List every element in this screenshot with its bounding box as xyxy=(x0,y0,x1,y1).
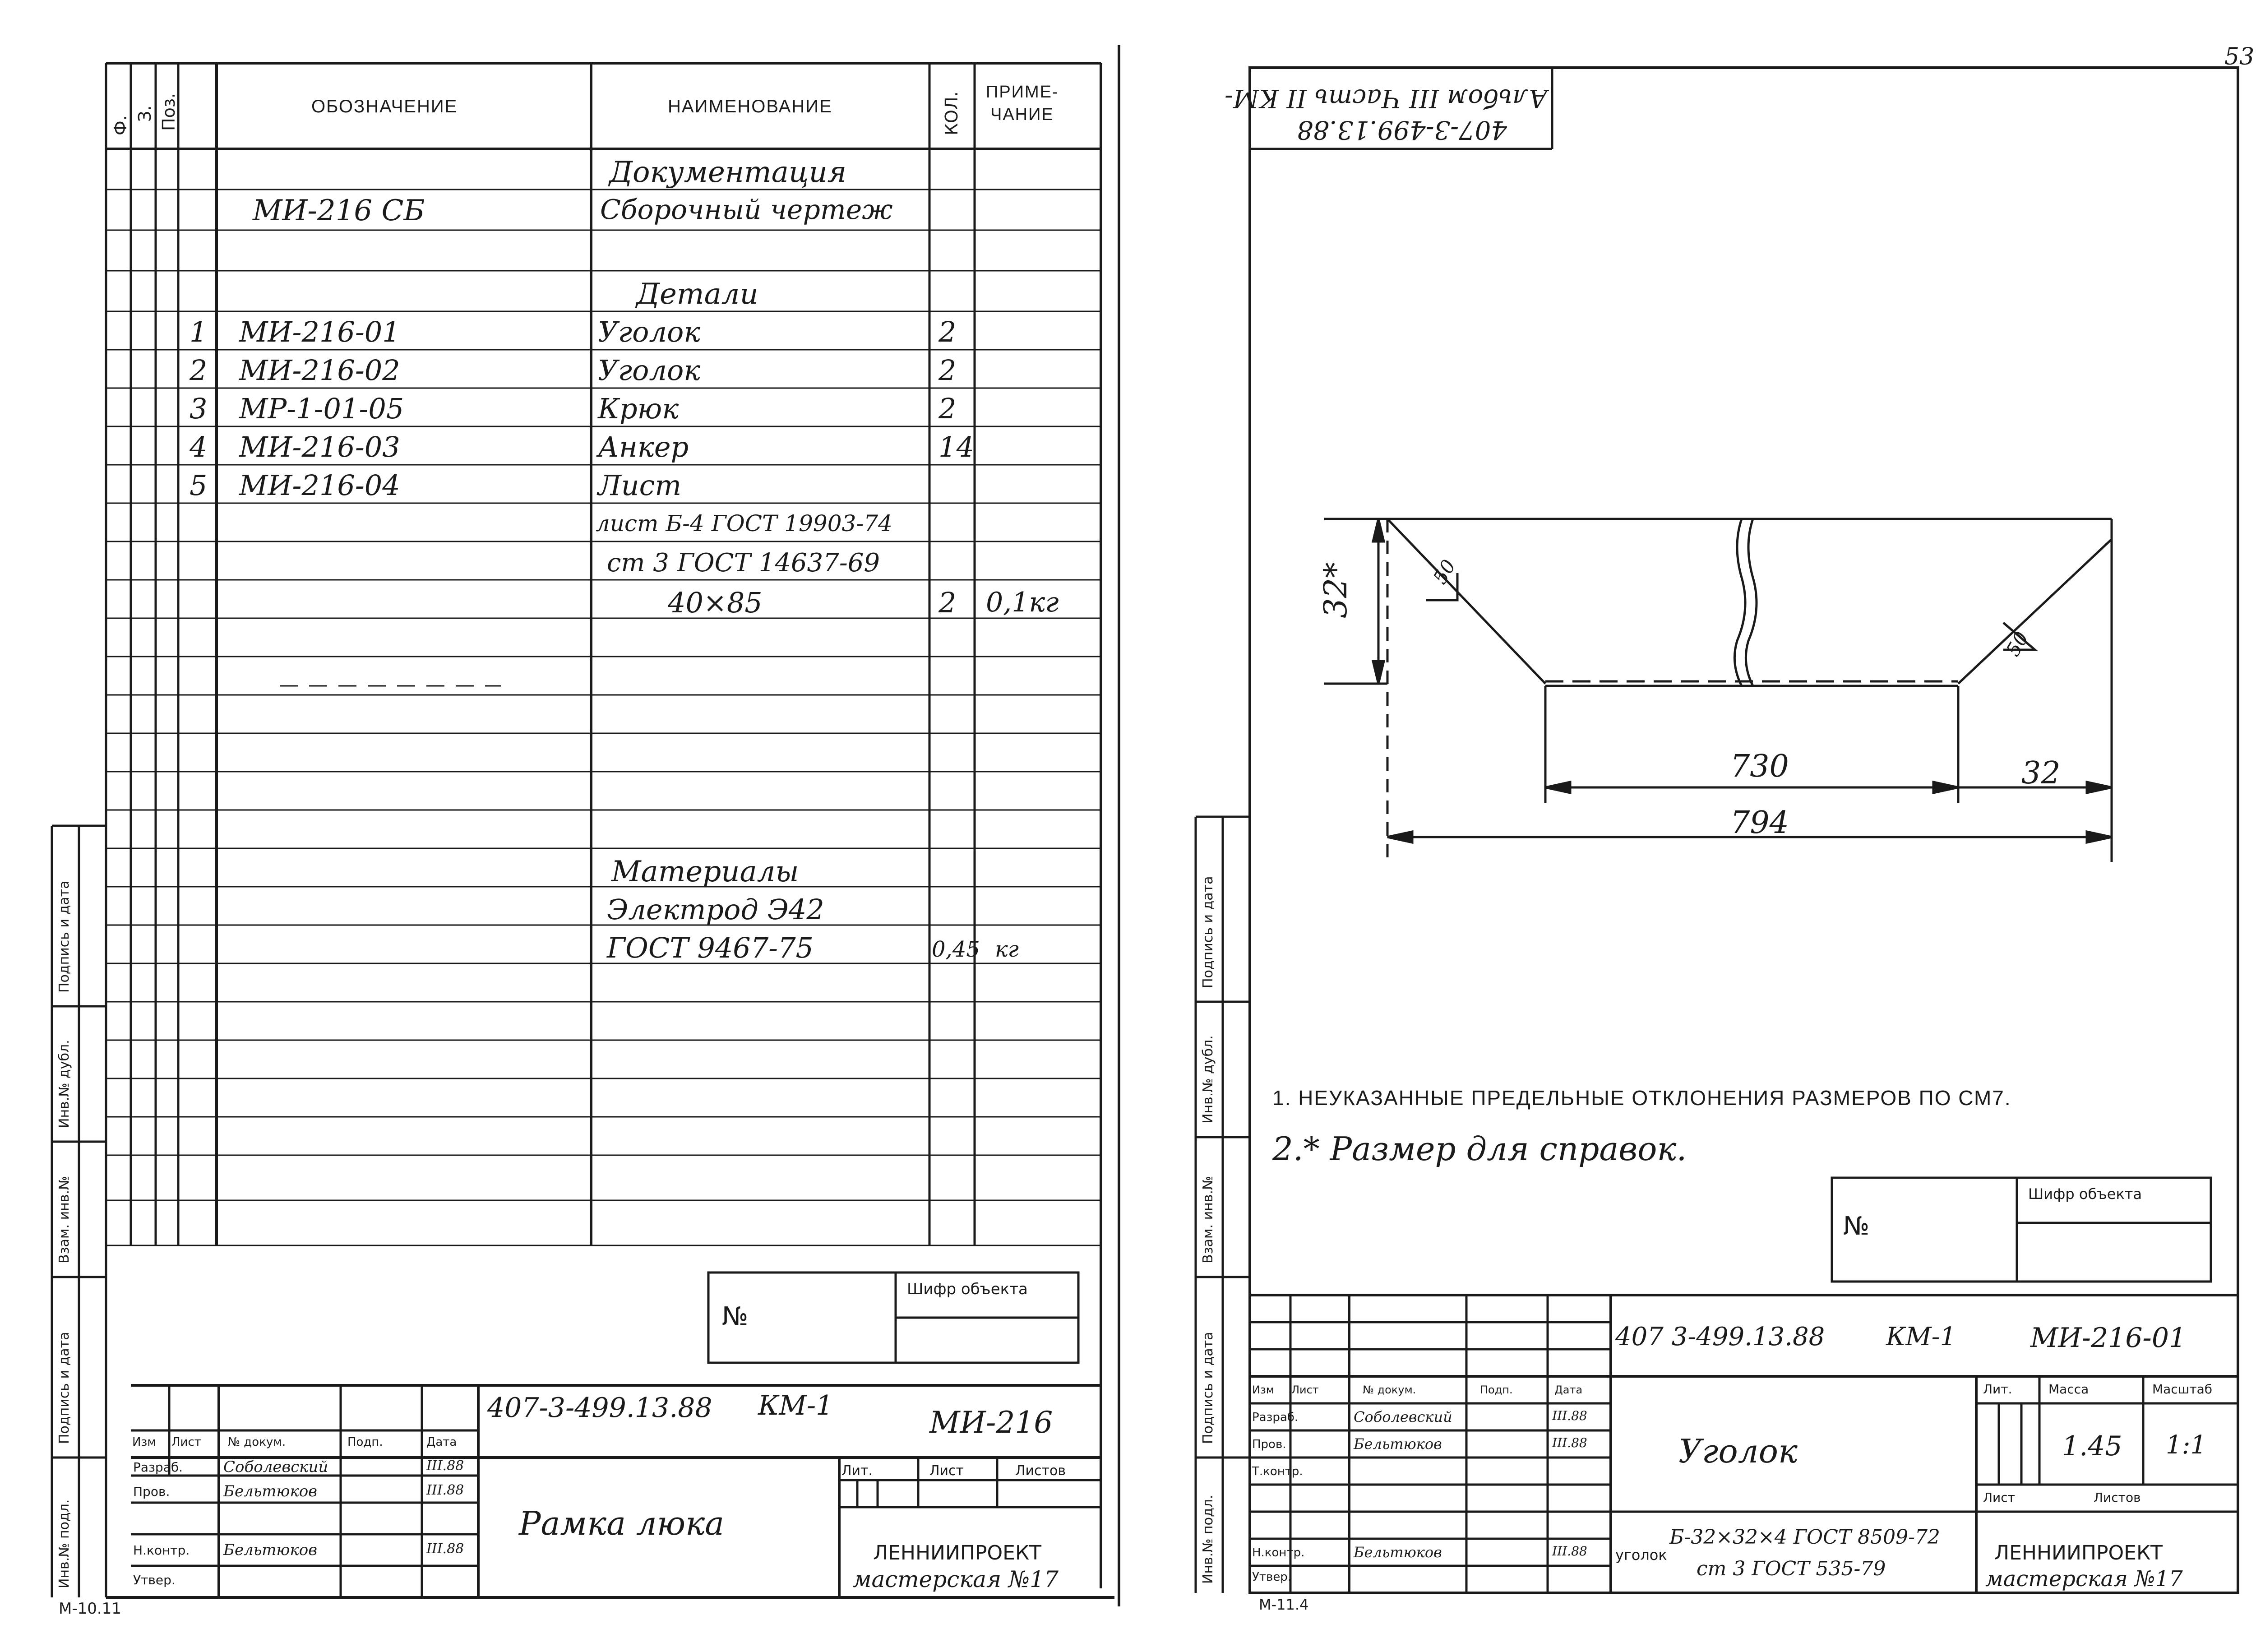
row-name: Уголок xyxy=(598,354,701,387)
tb-mark: КМ-1 xyxy=(758,1390,833,1421)
note-1: 1. НЕУКАЗАННЫЕ ПРЕДЕЛЬНЫЕ ОТКЛОНЕНИЯ РАЗМЕРОВ ПО СМ7. xyxy=(1272,1086,2011,1110)
tb-sheet-label: Лист xyxy=(929,1463,964,1479)
tb-head-date: Дата xyxy=(1554,1384,1583,1396)
tb-role-date: III.88 xyxy=(1552,1408,1587,1423)
tb-mark: КМ-1 xyxy=(1886,1322,1956,1351)
col-name: НАИМЕНОВАНИЕ xyxy=(668,97,832,116)
row-qty: 2 xyxy=(938,586,957,619)
tb-head-list: Лист xyxy=(1291,1384,1319,1396)
row-name: Лист xyxy=(598,469,682,502)
tb-doc: МИ-216-01 xyxy=(2030,1322,2187,1354)
row-name: Уголок xyxy=(598,315,701,348)
tb-form-code: М-10.11 xyxy=(59,1600,121,1618)
tb-head-sign: Подп. xyxy=(347,1435,383,1449)
tb-role: Н.контр. xyxy=(1252,1546,1305,1559)
object-number-label: № xyxy=(722,1302,749,1331)
row-qty: 2 xyxy=(938,354,957,387)
tb-role: Пров. xyxy=(133,1484,170,1499)
row-pos: 1 xyxy=(190,315,208,348)
tb-sheet-label: Лист xyxy=(1983,1490,2015,1505)
tb-role-date: III.88 xyxy=(426,1458,464,1474)
tb-title: Рамка люка xyxy=(519,1504,725,1542)
dim-slope-right: 50 xyxy=(2002,628,2033,660)
corner-stamp-line1: Альбом III Часть II КМ- xyxy=(1225,83,1548,113)
tb-doc: МИ-216 xyxy=(929,1405,1053,1440)
left-sheet-frame xyxy=(52,45,1119,1606)
stamp-label: Подпись и дата xyxy=(1200,876,1216,988)
dim-end: 32 xyxy=(2021,755,2061,791)
page-number: 53 xyxy=(2224,43,2255,70)
tb-material-prefix: уголок xyxy=(1615,1546,1667,1564)
col-pos: Поз. xyxy=(159,93,179,131)
tb-role: Н.контр. xyxy=(133,1543,190,1558)
col-zone: З. xyxy=(135,105,155,122)
row-pos: 4 xyxy=(190,430,208,463)
tb-role-date: III.88 xyxy=(426,1541,464,1557)
tb-role: Разраб. xyxy=(133,1460,183,1475)
tb-mass: 1.45 xyxy=(2062,1430,2122,1462)
tb-role-date: III.88 xyxy=(1552,1544,1587,1559)
col-qty: КОЛ. xyxy=(942,91,962,135)
tb-head-izm: Изм xyxy=(1252,1384,1274,1396)
tb-role-name: Соболевский xyxy=(1354,1408,1452,1425)
row-name: лист Б-4 ГОСТ 19903-74 xyxy=(596,510,892,537)
dim-total: 794 xyxy=(1730,805,1789,841)
stamp-label: Взам. инв.№ xyxy=(56,1175,72,1263)
tb-scale: 1:1 xyxy=(2166,1430,2207,1460)
row-name: Детали xyxy=(636,278,758,311)
tb-role-date: III.88 xyxy=(426,1482,464,1498)
row-name: ГОСТ 9467-75 xyxy=(607,931,814,964)
tb-head-izm: Изм xyxy=(132,1435,156,1449)
tb-role-name: Бельтюков xyxy=(223,1541,318,1559)
tb-role-name: Соболевский xyxy=(223,1458,328,1476)
object-number-label: № xyxy=(1843,1212,1870,1241)
tb-scale-label: Масштаб xyxy=(2152,1382,2213,1397)
row-name: Материалы xyxy=(611,855,799,888)
tb-workshop: мастерская №17 xyxy=(853,1566,1059,1592)
tb-role: Пров. xyxy=(1252,1438,1286,1451)
stamp-label: Инв.№ подл. xyxy=(1200,1495,1216,1584)
tb-role-name: Бельтюков xyxy=(1354,1435,1442,1453)
row-designation: МИ-216-03 xyxy=(239,430,400,463)
tb-mass-label: Масса xyxy=(2048,1382,2089,1397)
stamp-label: Инв.№ дубл. xyxy=(1200,1035,1216,1124)
row-name: Анкер xyxy=(598,430,689,463)
row-note: кг xyxy=(995,937,1019,962)
row-note: 0,1кг xyxy=(986,587,1059,618)
tb-lit-label: Лит. xyxy=(841,1463,873,1479)
row-designation: МР-1-01-05 xyxy=(239,392,404,425)
row-name: ст 3 ГОСТ 14637-69 xyxy=(607,548,880,578)
row-qty: 2 xyxy=(938,315,957,348)
tb-material-line2: ст 3 ГОСТ 535-79 xyxy=(1697,1557,1886,1580)
tb-role: Т.контр. xyxy=(1252,1465,1303,1478)
tb-role: Разраб. xyxy=(1252,1411,1299,1424)
row-designation: МИ-216-01 xyxy=(239,315,400,348)
tb-code: 407 3-499.13.88 xyxy=(1615,1322,1825,1351)
col-format: Ф. xyxy=(111,115,130,135)
col-note-2: ЧАНИЕ xyxy=(990,105,1054,124)
tb-role-date: III.88 xyxy=(1552,1435,1587,1450)
col-designation: ОБОЗНАЧЕНИЕ xyxy=(311,97,458,116)
row-pos: 2 xyxy=(190,354,208,387)
tb-title: Уголок xyxy=(1678,1432,1798,1470)
stamp-label: Подпись и дата xyxy=(56,1332,72,1444)
stamp-label: Инв.№ подл. xyxy=(56,1499,72,1588)
row-designation: МИ-216-04 xyxy=(239,469,400,502)
row-designation: МИ-216 СБ xyxy=(253,194,425,227)
tb-code: 407-3-499.13.88 xyxy=(487,1392,712,1424)
corner-stamp-line2: 407-3-499.13.88 xyxy=(1297,115,1507,144)
row-designation: МИ-216-02 xyxy=(239,354,400,387)
tb-sheets-label: Листов xyxy=(1015,1463,1066,1479)
row-pos: 5 xyxy=(190,469,208,502)
stamp-label: Инв.№ дубл. xyxy=(56,1040,72,1128)
object-cipher-label: Шифр объекта xyxy=(907,1280,1028,1298)
tb-workshop: мастерская №17 xyxy=(1985,1566,2183,1592)
tb-head-date: Дата xyxy=(426,1435,457,1449)
tb-lit-label: Лит. xyxy=(1983,1382,2012,1397)
tb-head-list: Лист xyxy=(171,1435,201,1449)
tb-head-sign: Подп. xyxy=(1480,1384,1513,1396)
dim-inner: 730 xyxy=(1730,749,1789,784)
tb-head-ndoc: № докум. xyxy=(228,1435,286,1449)
tb-org: ЛЕННИИПРОЕКТ xyxy=(1994,1541,2163,1564)
tb-role: Утвер. xyxy=(1252,1570,1292,1584)
row-qty: 2 xyxy=(938,392,957,425)
stamp-label: Подпись и дата xyxy=(56,880,72,993)
row-qty: 14 xyxy=(938,430,974,463)
tb-sheets-label: Листов xyxy=(2094,1490,2141,1505)
tb-head-ndoc: № докум. xyxy=(1363,1384,1416,1396)
dim-height: 32* xyxy=(1317,562,1354,618)
tb-material-line1: Б-32×32×4 ГОСТ 8509-72 xyxy=(1669,1526,1940,1549)
col-note-1: ПРИМЕ- xyxy=(986,83,1059,102)
row-name: Электрод Э42 xyxy=(607,893,824,926)
row-pos: 3 xyxy=(190,392,208,425)
note-2: 2.* Размер для справок. xyxy=(1272,1130,1687,1168)
row-name: Сборочный чертеж xyxy=(600,194,893,226)
row-name: Документация xyxy=(609,156,847,189)
row-name: Крюк xyxy=(598,392,679,425)
dim-slope-left: 50 xyxy=(1428,555,1460,588)
row-qty: 0,45 xyxy=(932,937,980,962)
tb-role-name: Бельтюков xyxy=(223,1482,318,1500)
stamp-label: Подпись и дата xyxy=(1200,1332,1216,1444)
row-name: 40×85 xyxy=(668,586,763,619)
tb-role-name: Бельтюков xyxy=(1354,1544,1442,1561)
tb-form-code: М-11.4 xyxy=(1259,1596,1309,1613)
tb-org: ЛЕННИИПРОЕКТ xyxy=(873,1541,1042,1564)
object-cipher-label: Шифр объекта xyxy=(2028,1185,2142,1203)
right-sheet-frame xyxy=(1196,68,2238,1593)
stamp-label: Взам. инв.№ xyxy=(1200,1175,1216,1263)
tb-role: Утвер. xyxy=(133,1573,176,1587)
